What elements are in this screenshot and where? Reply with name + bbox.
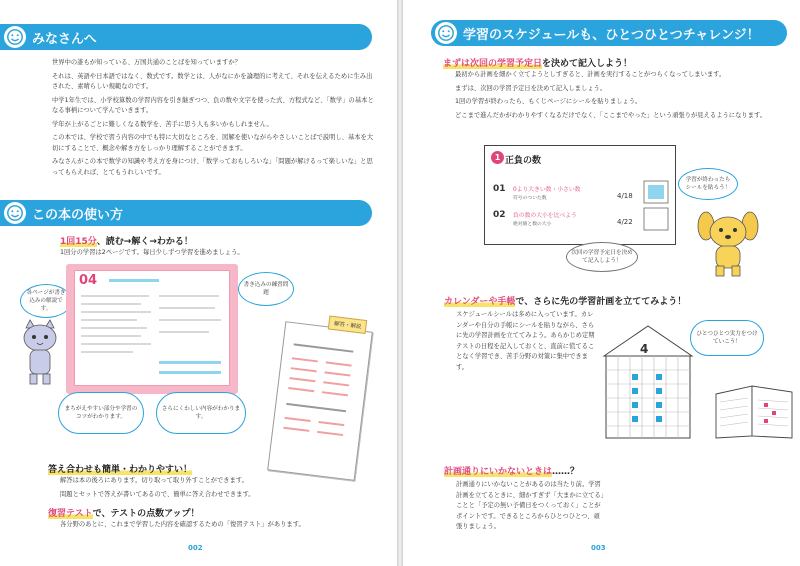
lesson-title: 負の数の大小を比べよう	[513, 213, 577, 219]
heading-next-date	[443, 56, 632, 69]
answers-para-1: 解答は本の後ろにあります。切り取って取り外すことができます。	[60, 477, 248, 484]
review-text: 各分野のあとに、これまで学習した内容を確認するための「復習テスト」があります。	[60, 521, 305, 528]
heading-highlight: カレンダーや手帳	[444, 297, 516, 307]
heading-rest: を決めて記入しよう！	[542, 59, 633, 69]
lesson-subtitle: 絶対値と数の大小	[513, 222, 552, 227]
calendar-house-illustration	[600, 322, 696, 442]
workbook-illustration	[66, 264, 238, 394]
planner-notebook-illustration	[712, 380, 796, 440]
section-title: この本の使い方	[32, 207, 124, 223]
heading-highlight: 復習テスト	[48, 509, 93, 519]
heading-plan-trouble	[444, 464, 579, 477]
smile-icon	[435, 22, 457, 44]
heading-calendar	[444, 294, 686, 307]
section-banner-schedule	[431, 20, 787, 46]
callout-tips: まちがえやすい部分や学習のコツがわかります。	[58, 392, 144, 434]
lesson-date: 4/22	[617, 218, 633, 226]
heading-rest: で、さらに先の学習計画を立ててみよう！	[515, 297, 687, 307]
table-of-contents-card	[484, 145, 676, 245]
chapter-number: 1	[491, 151, 504, 164]
intro-para-4: 学年が上がるごとに難しくなる数学を、苦手に思う人も多いかもしれません。	[52, 120, 273, 128]
next-date-para-1: 最初から計画を細かく立てようとしすぎると、計画を実行することがつらくなってしまいます。	[455, 71, 726, 78]
howto-text: 1回分の学習は2ページです。毎日少しずつ学習を進めましょう。	[60, 249, 244, 256]
lesson-title: 0より大きい数・小さい数	[513, 187, 581, 193]
page-number: 002	[188, 544, 203, 552]
callout-challenge: ひとつひとつ実力をつけていこう！	[690, 320, 764, 356]
plan-trouble-text: 計画通りにいかないことがあるのは当たり前。学習計画を立てるときに、細かすぎず「大まかに立てる」ことと「予定の無い予備日をつくっておく」ことがポイントです。できるところからひとつひとつ、頑張りましょう。	[456, 481, 604, 530]
next-date-para-2: まずは、次回の学習予定日を決めて記入しましょう。	[455, 84, 607, 92]
heading-highlight: 1回15分	[60, 237, 97, 247]
intro-para-1: 世界中の誰もが知っている、万国共通のことばを知っていますか？	[52, 59, 241, 66]
intro-text	[52, 58, 374, 181]
chapter-title: 正負の数	[505, 156, 542, 166]
answers-para-2: 問題とセットで答えが書いてあるので、簡単に答え合わせできます。	[60, 490, 255, 498]
calendar-month: 4	[640, 342, 649, 356]
intro-para-5: この本では、学校で習う内容の中でも特に大切なところを、図解を使いながらやさしいことばで説明し、基本を大切にすることで、概念や解き方をしっかり理解することができます。	[52, 134, 374, 152]
smile-icon	[4, 26, 26, 48]
callout-left: 各ページが書き込みの解説です。	[20, 284, 72, 318]
heading-highlight: まずは次回の学習予定日	[443, 59, 543, 69]
heading-text: 答え合わせも簡単・わかりやすい！	[48, 465, 193, 475]
heading-15min	[60, 234, 193, 247]
page-number: 003	[591, 544, 606, 552]
callout-date: 次回の学習予定日を決めて記入しよう！	[566, 242, 638, 272]
answer-tag: 解答・解説	[328, 316, 367, 334]
intro-para-3: 中学1年生では、小学校算数の学習内容を引き継ぎつつ、負の数や文字を使った式、方程式など、「数学」の基本となる事柄について学んでいきます。	[52, 96, 374, 114]
answer-book-illustration	[267, 321, 373, 481]
heading-highlight: 計画通りにいかないときは	[444, 467, 553, 477]
lesson-date: 4/18	[617, 192, 633, 200]
callout-right: 書き込みの練習問題	[238, 272, 294, 306]
lesson-subtitle: 符号のついた数	[513, 196, 547, 201]
cat-mascot-illustration	[18, 318, 62, 388]
section-banner-greeting	[0, 24, 372, 50]
smile-icon	[4, 202, 26, 224]
lesson-number: 02	[493, 210, 506, 220]
sticker-icon	[643, 180, 669, 232]
heading-answers	[48, 462, 192, 475]
intro-para-6: みなさんがこの本で数学の知識や考え方を身につけ、「数学っておもしろいな」「問題が解けるって楽しいな」と思ってもらえれば、とてもうれしいです。	[52, 158, 373, 176]
section-title: 学習のスケジュールも、ひとつひとつチャレンジ！	[463, 27, 760, 43]
next-date-para-3: 1回の学習が終わったら、もくじページにシールを貼りましょう。	[455, 98, 642, 105]
callout-sticker: 学習が終わったらシールを貼ろう！	[678, 168, 738, 200]
calendar-text: スケジュールシールは多めに入っています。カレンダーや自分の手帳にシールを貼りながら、さらに先の学習計画を立ててみよう。あらかじめ定期テストの日程を記入しておくと、直前に慌てることなく学習でき、苦手分野の対策に集中できます。	[456, 311, 595, 371]
callout-details: さらにくわしい内容がわかります。	[156, 392, 246, 434]
section-title: みなさんへ	[32, 31, 97, 47]
heading-rest: 、読む→解く→わかる！	[96, 237, 193, 247]
next-date-text	[455, 70, 785, 124]
workbook-page	[74, 270, 230, 386]
intro-para-2: それは、英語や日本語ではなく、数式です。数学とは、人がなにかを論理的に考えて、それを伝えるために生み出された、素晴らしい規範なのです。	[52, 72, 373, 90]
next-date-para-4: どこまで進んだかがわかりやすくなるだけでなく、「ここまでやった」という頑張りが見えるようになります。	[455, 111, 767, 119]
heading-rest: で、テストの点数アップ！	[92, 509, 200, 519]
dog-mascot-illustration	[696, 208, 760, 278]
section-banner-howto	[0, 200, 372, 226]
lesson-number: 01	[493, 184, 506, 194]
left-page	[0, 0, 397, 566]
answers-text	[60, 476, 380, 503]
workbook-number: 04	[79, 273, 98, 288]
heading-review	[48, 506, 199, 519]
heading-rest: ……？	[552, 467, 580, 477]
